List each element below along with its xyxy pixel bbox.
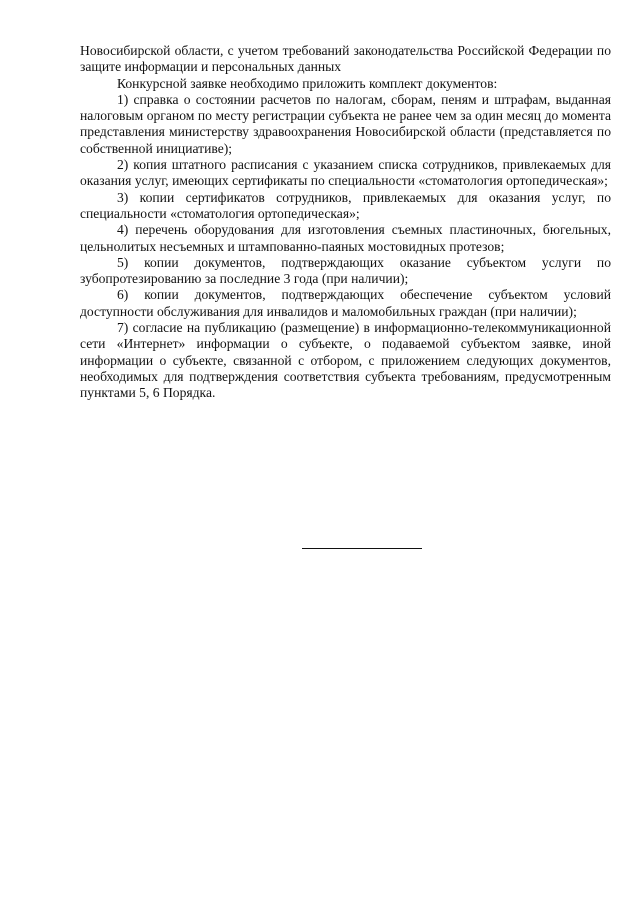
document-list-item-2: 2) копия штатного расписания с указанием списка сотрудников, привлекаемых для оказания услуг, имеющих сертификаты по специальности «стоматология ортопедическая»; [80,157,611,189]
document-list-item-1: 1) справка о состоянии расчетов по налогам, сборам, пеням и штрафам, выданная налоговым органом по месту регистрации субъекта не ранее чем за один месяц до момента представления министерству здравоохранения Новосибирской области (представляется по собственной инициативе); [80,91,611,156]
document-list-item-5: 5) копии документов, подтверждающих оказание субъектом услуги по зубопротезированию за последние 3 года (при наличии); [80,254,611,287]
document-list-intro: Конкурсной заявке необходимо приложить комплект документов: [117,75,498,91]
intro-continuation-paragraph: Новосибирской области, с учетом требований законодательства Российской Федерации по защите информации и персональных данных [80,43,611,75]
document-list-item-6: 6) копии документов, подтверждающих обеспечение субъектом условий доступности обслуживания для инвалидов и маломобильных граждан (при наличии); [80,287,611,319]
document-list-item-3: 3) копии сертификатов сотрудников, привлекаемых для оказания услуг, по специальности «стоматология ортопедическая»; [80,189,611,221]
end-of-document-separator-line [302,548,422,549]
document-list-item-7: 7) согласие на публикацию (размещение) в информационно-телекоммуникационной сети «Интернет» информации о субъекте, о подаваемой субъектом заявке, иной информации о субъекте, связанной с отбором, с приложением следующих документов, необходимых для подтверждения соответствия субъекта требованиям, предусмотренным пунктами 5, 6 Порядка. [80,320,611,401]
document-list-item-4: 4) перечень оборудования для изготовления съемных пластиночных, бюгельных, цельнолитых несъемных и штампованно-паяных мостовидных протезов; [80,222,611,254]
document-body [80,43,611,402]
